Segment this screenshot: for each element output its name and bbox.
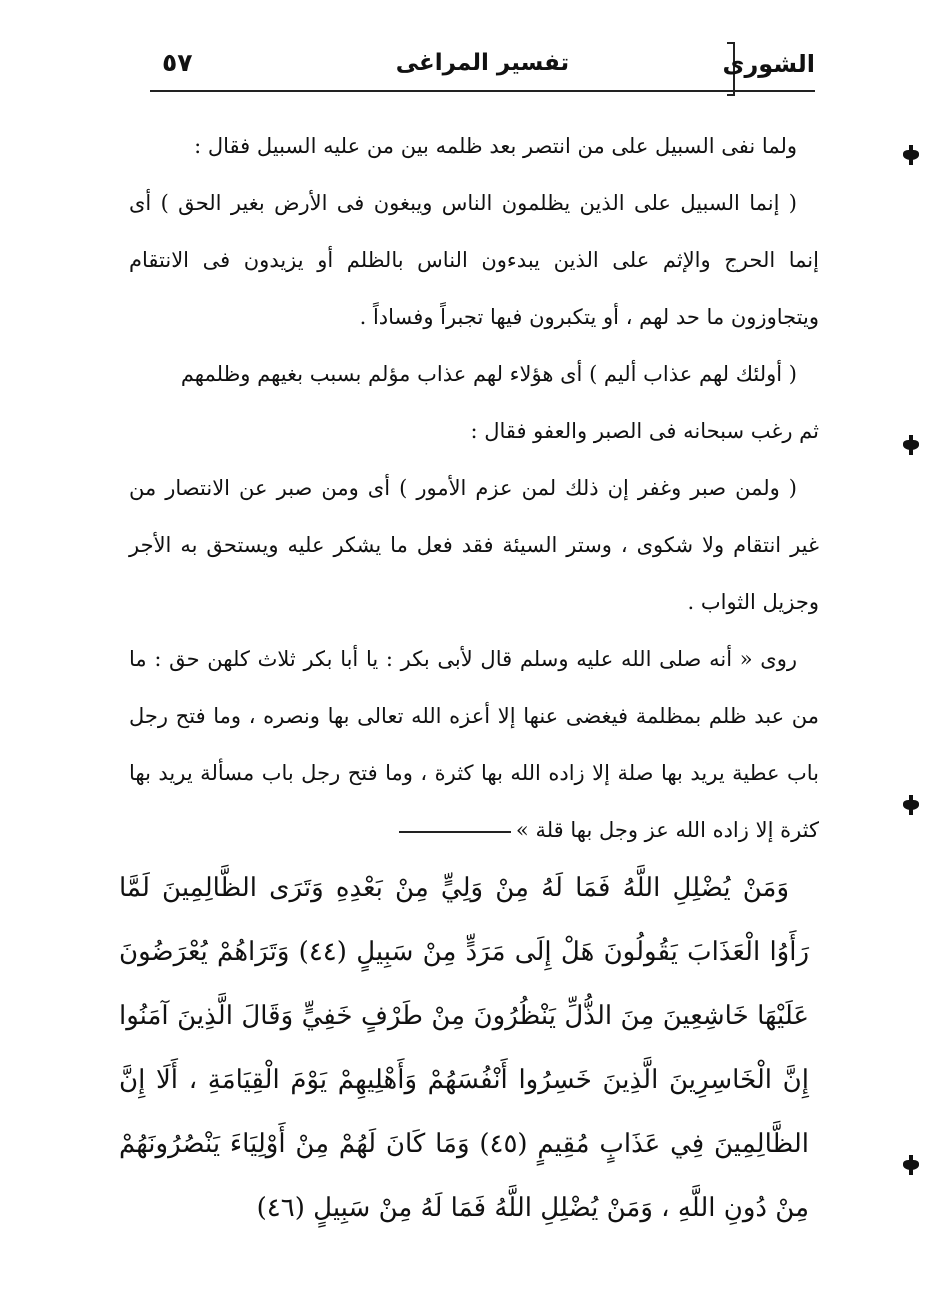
commentary-paragraph: ( إنما السبيل على الذين يظلمون الناس ويبغون فى الأرض بغير الحق ) أى إنما الحرج والإثم على الذين يبدءون الناس بالظلم أو يزيدون فى الانتقام ويتجاوزون ما حد لهم ، أو يتكبرون فيها تجبراً وفساداً . — [129, 191, 819, 329]
quran-verse: وَمَنْ يُضْلِلِ اللَّهُ فَمَا لَهُ مِنْ وَلِيٍّ مِنْ بَعْدِهِ وَتَرَى الظَّالِمِينَ لَمَّا رَأَوُا الْعَذَابَ يَقُولُونَ هَلْ إِلَى مَرَدٍّ مِنْ سَبِيلٍ (٤٤) وَتَرَاهُمْ يُعْرَضُونَ عَلَيْهَا خَاشِعِينَ مِنَ الذُّلِّ يَنْظُرُونَ مِنْ طَرْفٍ خَفِيٍّ وَقَالَ الَّذِينَ آمَنُوا إِنَّ الْخَاسِرِينَ الَّذِينَ خَسِرُوا أَنْفُسَهُمْ وَأَهْلِيهِمْ يَوْمَ الْقِيَامَةِ ، أَلَا إِنَّ الظَّالِمِينَ فِي عَذَابٍ مُقِيمٍ (٤٥) وَمَا كَانَ لَهُمْ مِنْ أَوْلِيَاءَ يَنْصُرُونَهُمْ مِنْ دُونِ اللَّهِ ، وَمَنْ يُضْلِلِ اللَّهُ فَمَا لَهُ مِنْ سَبِيلٍ (٤٦) — [119, 873, 810, 1223]
commentary-section — [129, 118, 819, 859]
commentary-paragraph: ثم رغب سبحانه فى الصبر والعفو فقال : — [470, 419, 819, 443]
margin-marker-icon — [903, 1160, 919, 1170]
page-header — [150, 44, 815, 92]
book-title: تفسير المراغى — [395, 50, 570, 76]
margin-marker-icon — [903, 800, 919, 810]
commentary-paragraph: ( ولمن صبر وغفر إن ذلك لمن عزم الأمور ) أى ومن صبر عن الانتصار من غير انتقام ولا شكوى ، وستر السيئة فقد فعل ما يشكر عليه ويستحق به الأجر وجزيل الثواب . — [129, 476, 819, 614]
surah-name: الشورى — [722, 50, 815, 78]
commentary-paragraph: روى « أنه صلى الله عليه وسلم قال لأبى بكر : يا أبا بكر ثلاث كلهن حق : ما من عبد ظلم بمظلمة فيغضى عنها إلا أعزه الله تعالى بها ونصره ، وما فتح رجل باب عطية يريد بها صلة إلا زاده الله بها كثرة ، وما فتح رجل باب مسألة يريد بها كثرة إلا زاده الله عز وجل بها قلة » — [129, 647, 819, 842]
margin-marker-icon — [903, 150, 919, 160]
page-number: ٥٧ — [162, 48, 193, 77]
header-rule — [150, 90, 815, 92]
commentary-paragraph: ( أولئك لهم عذاب أليم ) أى هؤلاء لهم عذاب مؤلم بسبب بغيهم وظلمهم — [180, 362, 797, 386]
margin-marker-icon — [903, 440, 919, 450]
quran-verse-section — [119, 856, 809, 1240]
commentary-paragraph: ولما نفى السبيل على من انتصر بعد ظلمه بين من عليه السبيل فقال : — [194, 134, 797, 158]
section-divider — [399, 831, 511, 833]
